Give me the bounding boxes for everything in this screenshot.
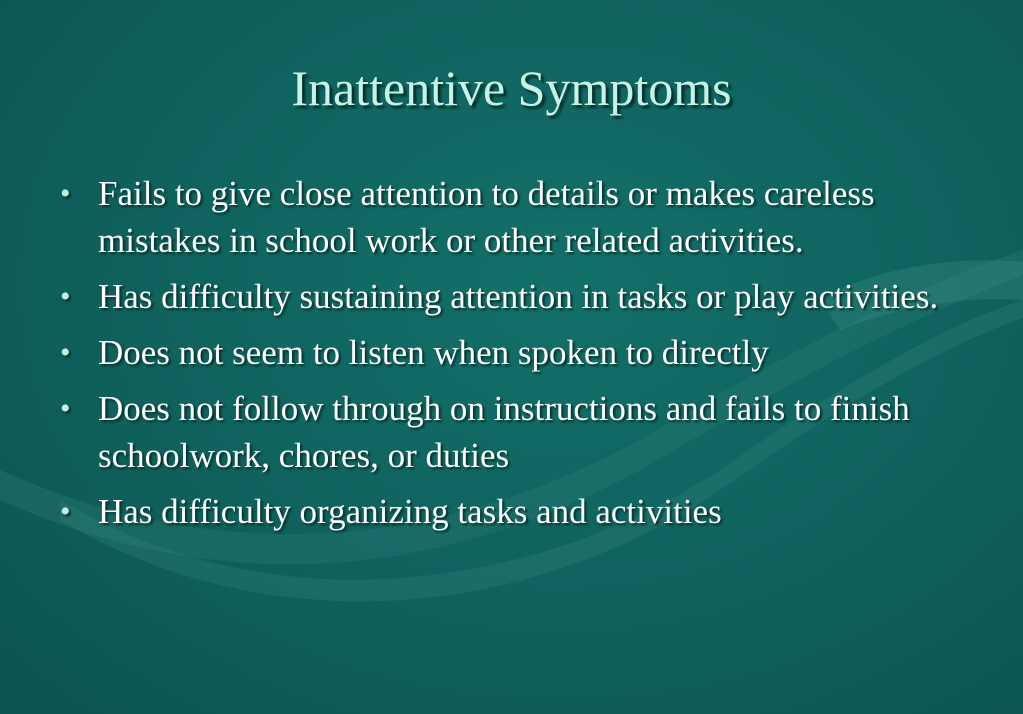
bullet-icon: • xyxy=(60,495,71,528)
slide-title: Inattentive Symptoms xyxy=(291,60,732,116)
list-item xyxy=(58,273,958,320)
list-item xyxy=(58,385,958,479)
bullet-text: Does not follow through on instructions and fails to finish schoolwork, chores, or duties xyxy=(98,389,910,475)
list-item xyxy=(58,488,958,535)
bullet-list xyxy=(58,170,958,544)
list-item xyxy=(58,329,958,376)
bullet-icon: • xyxy=(60,392,71,425)
bullet-icon: • xyxy=(60,280,71,313)
bullet-text: Has difficulty sustaining attention in tasks or play activities. xyxy=(98,277,939,316)
list-item xyxy=(58,170,958,264)
bullet-text: Fails to give close attention to details or makes careless mistakes in school work or other related activities. xyxy=(98,174,875,260)
bullet-icon: • xyxy=(60,177,71,210)
bullet-text: Does not seem to listen when spoken to directly xyxy=(98,333,769,372)
bullet-icon: • xyxy=(60,336,71,369)
bullet-text: Has difficulty organizing tasks and activities xyxy=(98,492,722,531)
